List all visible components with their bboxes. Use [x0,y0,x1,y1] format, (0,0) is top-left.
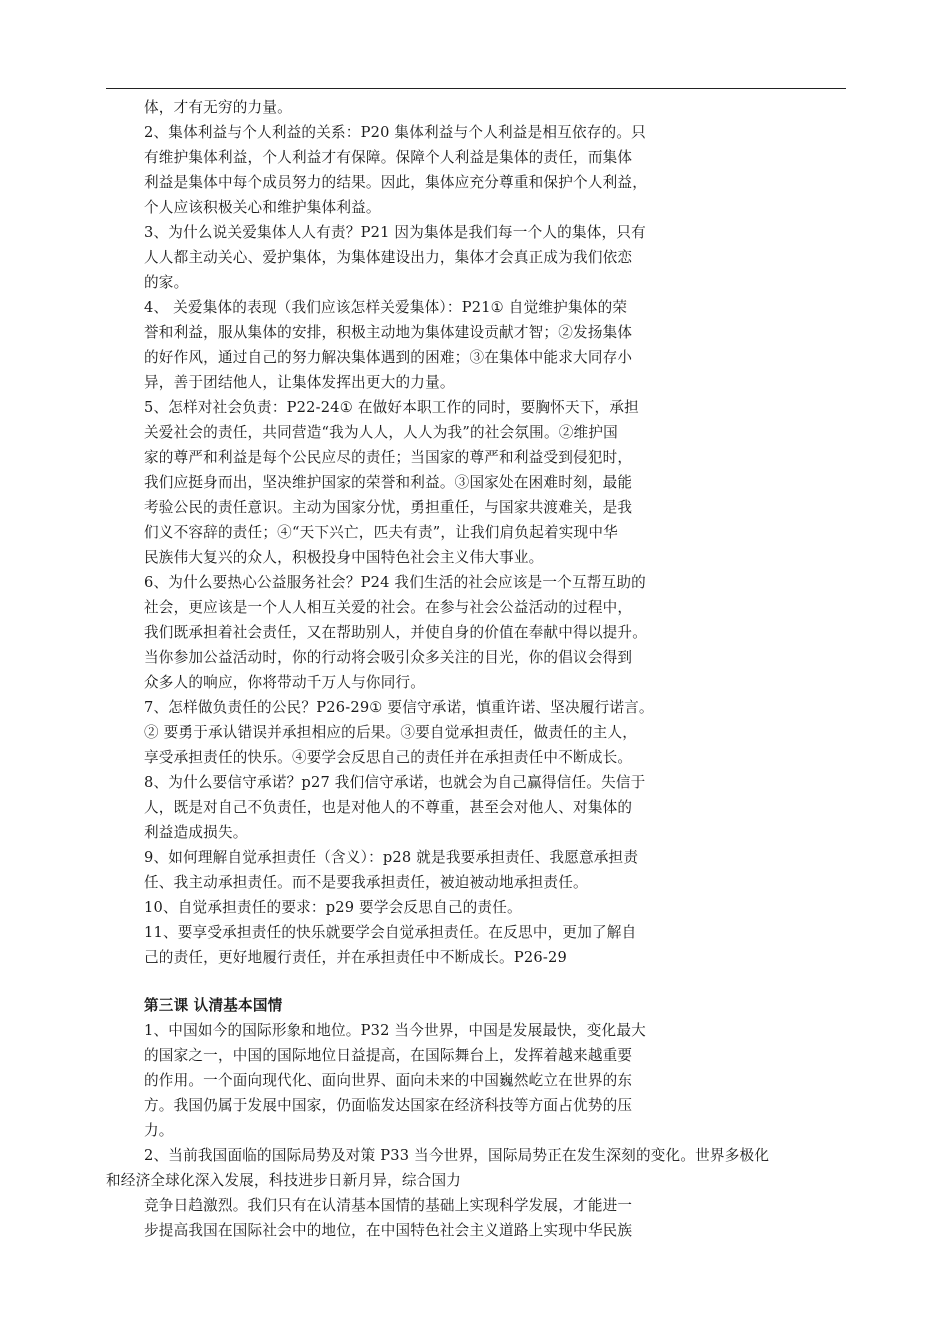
text-line: 8、为什么要信守承诺？p27 我们信守承诺，也就会为自己赢得信任。失信于 [144,774,646,791]
text-line: 5、怎样对社会负责：P22-24① 在做好本职工作的同时，要胸怀天下，承担 [144,399,639,416]
text-line: 的好作风，通过自己的努力解决集体遇到的困难；③在集体中能求大同存小 [144,349,633,366]
text-line: 的作用。一个面向现代化、面向世界、面向未来的中国巍然屹立在世界的东 [144,1072,633,1089]
text-line: 体，才有无穷的力量。 [144,99,292,116]
text-line: 方。我国仍属于发展中国家，仍面临发达国家在经济科技等方面占优势的压 [144,1097,633,1114]
text-line: 人，既是对自己不负责任，也是对他人的不尊重，甚至会对他人、对集体的 [144,799,633,816]
text-line: 有维护集体利益，个人利益才有保障。保障个人利益是集体的责任，而集体 [144,149,633,166]
text-line: 我们应挺身而出，坚决维护国家的荣誉和利益。③国家处在困难时刻，最能 [144,474,633,491]
text-line: 誉和利益，服从集体的安排，积极主动地为集体建设贡献才智；②发扬集体 [144,324,633,341]
text-line: ② 要勇于承认错误并承担相应的后果。③要自觉承担责任，做责任的主人， [144,724,638,741]
text-line: 2、集体利益与个人利益的关系：P20 集体利益与个人利益是相互依存的。只 [144,124,646,141]
text-line: 9、如何理解自觉承担责任（含义）：p28 就是我要承担责任、我愿意承担责 [144,849,639,866]
section-heading: 第三课 认清基本国情 [144,997,283,1014]
text-line: 任、我主动承担责任。而不是要我承担责任，被迫被动地承担责任。 [144,874,588,891]
header-rule [106,88,846,89]
text-line: 人人都主动关心、爱护集体，为集体建设出力，集体才会真正成为我们依恋 [144,249,633,266]
text-line: 步提高我国在国际社会中的地位，在中国特色社会主义道路上实现中华民族 [144,1222,633,1239]
text-line: 关爱社会的责任，共同营造“我为人人，人人为我”的社会氛围。②维护国 [144,424,618,441]
text-line: 的家。 [144,274,189,291]
text-line: 和经济全球化深入发展，科技进步日新月异，综合国力 [106,1172,462,1189]
text-line: 己的责任，更好地履行责任，并在承担责任中不断成长。P26-29 [144,949,567,966]
text-line: 利益造成损失。 [144,824,248,841]
text-line: 享受承担责任的快乐。④要学会反思自己的责任并在承担责任中不断成长。 [144,749,633,766]
text-line: 2、当前我国面临的国际局势及对策 P33 当今世界，国际局势正在发生深刻的变化。世界多极化 [144,1147,770,1164]
text-line: 力。 [144,1122,174,1139]
text-line: 6、为什么要热心公益服务社会？P24 我们生活的社会应该是一个互帮互助的 [144,574,646,591]
text-line: 4、 关爱集体的表现（我们应该怎样关爱集体）：P21① 自觉维护集体的荣 [144,299,628,316]
text-line: 3、为什么说关爱集体人人有责？P21 因为集体是我们每一个人的集体，只有 [144,224,646,241]
text-line: 异，善于团结他人，让集体发挥出更大的力量。 [144,374,455,391]
text-line: 考验公民的责任意识。主动为国家分忧，勇担重任，与国家共渡难关，是我 [144,499,633,516]
text-line: 10、自觉承担责任的要求：p29 要学会反思自己的责任。 [144,899,522,916]
text-line: 竞争日趋激烈。我们只有在认清基本国情的基础上实现科学发展，才能进一 [144,1197,633,1214]
text-line: 民族伟大复兴的众人，积极投身中国特色社会主义伟大事业。 [144,549,544,566]
text-line: 11、要享受承担责任的快乐就要学会自觉承担责任。在反思中，更加了解自 [144,924,637,941]
text-line: 7、怎样做负责任的公民？P26-29① 要信守承诺，慎重许诺、坚决履行诺言。 [144,699,654,716]
text-line: 个人应该积极关心和维护集体利益。 [144,199,381,216]
text-line: 1、中国如今的国际形象和地位。P32 当今世界，中国是发展最快，变化最大 [144,1022,646,1039]
text-line: 社会，更应该是一个人人相互关爱的社会。在参与社会公益活动的过程中， [144,599,633,616]
text-line: 众多人的响应，你将带动千万人与你同行。 [144,674,426,691]
text-line: 的国家之一，中国的国际地位日益提高，在国际舞台上，发挥着越来越重要 [144,1047,633,1064]
text-line: 利益是集体中每个成员努力的结果。因此，集体应充分尊重和保护个人利益， [144,174,647,191]
text-line: 当你参加公益活动时，你的行动将会吸引众多关注的目光，你的倡议会得到 [144,649,633,666]
text-line: 家的尊严和利益是每个公民应尽的责任；当国家的尊严和利益受到侵犯时， [144,449,633,466]
text-line: 们义不容辞的责任；④“天下兴亡，匹夫有责”，让我们肩负起着实现中华 [144,524,618,541]
text-line: 我们既承担着社会责任，又在帮助别人，并使自身的价值在奉献中得以提升。 [144,624,647,641]
